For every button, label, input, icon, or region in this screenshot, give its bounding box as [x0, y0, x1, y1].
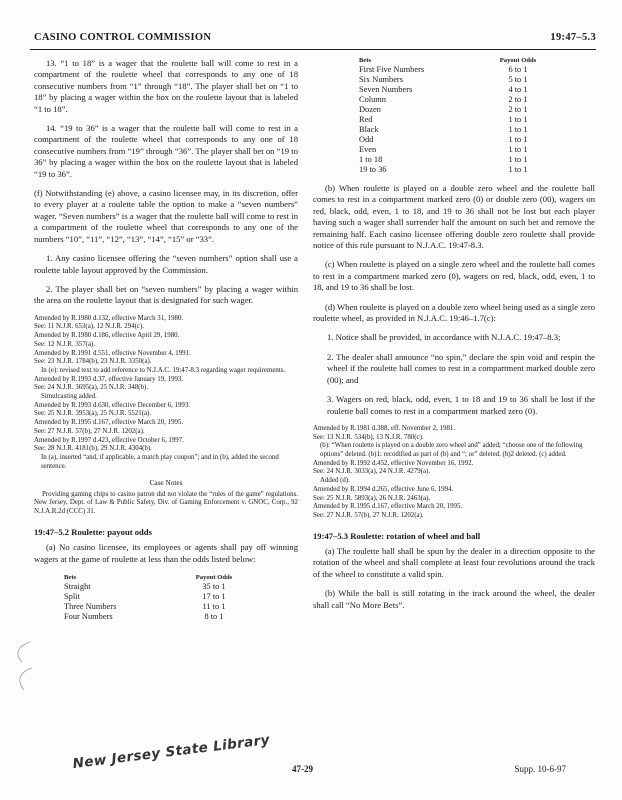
- bet-name: Dozen: [359, 105, 381, 114]
- bet-name: Six Numbers: [359, 75, 403, 84]
- history-line: Amended by R.1995 d.167, effective March 20, 1995.: [34, 419, 184, 427]
- history-line: See: 25 N.J.R. 3953(a), 25 N.J.R. 5521(a).: [34, 410, 152, 418]
- page-footer: [0, 731, 622, 786]
- history-line: Amended by R.1980 d.186, effective April 29, 1980.: [34, 332, 180, 340]
- table-row: [359, 145, 549, 155]
- paragraph-c: (c) When roulette is played on a single zero wheel and the roulette ball comes to rest in a compartment marked zero (0), wagers on red, black, odd, even, 1 to 18, and 19 to 36 shall be lost.: [313, 259, 595, 293]
- history-line: See: 24 N.J.R. 3695(a), 25 N.J.R. 348(b).: [34, 384, 149, 392]
- bet-odds: 1 to 1: [508, 155, 528, 164]
- paragraph-d-2: 2. The dealer shall announce “no spin,” declare the spin void and respin the wheel if the roulette ball comes to rest in a compartment marked double zero (00); and: [327, 351, 595, 385]
- bet-name: Black: [359, 125, 379, 134]
- paragraph-5-3-b: (b) While the ball is still rotating in the track around the wheel, the dealer shall call “No More Bets”.: [313, 588, 595, 610]
- history-line: Amended by R.1994 d.265, effective June 6, 1994.: [313, 485, 454, 493]
- bet-name: Odd: [359, 135, 374, 144]
- header-title: CASINO CONTROL COMMISSION: [34, 32, 212, 43]
- bet-odds: 5 to 1: [508, 75, 528, 84]
- case-notes-text: Providing gaming chips to casino patron did not violate the “rules of the game” regulations. New Jersey, Dept. of Law & Public Safety, Div. of Gaming Enforcement v. GNOC, Corp., 92 N.J.A.R.2d (CCC) 31.: [34, 490, 298, 516]
- bet-name: 1 to 18: [359, 155, 383, 164]
- bet-name: First Five Numbers: [359, 65, 425, 74]
- table-row: [359, 95, 549, 105]
- bet-odds: 4 to 1: [508, 85, 528, 94]
- history-line: See: 11 N.J.R. 653(a), 12 N.J.R. 294(c).: [34, 323, 144, 331]
- page-number: 47-29: [292, 764, 313, 774]
- paragraph-d-3: 3. Wagers on red, black, odd, even, 1 to 18 and 19 to 36 shall be lost if the roulette ball comes to rest in a compartment marked zero (0).: [327, 394, 595, 416]
- paragraph-5-2-a: (a) No casino licensee, its employees or agents shall pay off winning wagers at the game of roulette at less than the odds listed below:: [34, 542, 298, 564]
- bet-name: Seven Numbers: [359, 85, 413, 94]
- table-header-bets: Bets: [359, 57, 372, 64]
- bet-odds: 1 to 1: [508, 165, 528, 174]
- amendment-history-left: [34, 315, 298, 472]
- bet-name: Split: [64, 592, 80, 602]
- running-header: [20, 32, 596, 46]
- left-column: [34, 58, 298, 622]
- table-row: [64, 612, 244, 622]
- bet-name: Four Numbers: [64, 612, 113, 622]
- bet-odds: 17 to 1: [202, 592, 226, 602]
- supplement-date: Supp. 10-6-97: [514, 764, 566, 774]
- history-line: See: 28 N.J.R. 4181(b), 29 N.J.R. 4304(b).: [34, 445, 152, 453]
- bet-odds: 2 to 1: [508, 105, 528, 114]
- table-header-bets: Bets: [64, 574, 77, 582]
- header-section-number: 19:47–5.3: [550, 32, 596, 43]
- bet-name: Straight: [64, 582, 91, 592]
- table-row: [64, 592, 244, 602]
- section-heading-5-3: 19:47–5.3 Roulette: rotation of wheel and ball: [313, 530, 481, 541]
- history-line: In (e): revised text to add reference to N.J.A.C. 19:47-8.3 regarding wager requirements.: [41, 366, 286, 374]
- paragraph-f: (f) Notwithstanding (e) above, a casino licensee may, in its discretion, offer to every player at a roulette table the option to make a “seven numbers” wager. “Seven numbers” is a wager that the roulette ball will come to rest in a compartment of the roulette wheel that corresponds to any one of the numbers “10”, “11”, “12”, “13”, “14”, “15” or “33”.: [34, 188, 298, 244]
- table-row: [359, 105, 549, 115]
- history-line: Amended by R.1992 d.452, effective November 16, 1992.: [313, 459, 474, 467]
- bet-odds: 6 to 1: [508, 65, 528, 74]
- history-line: Added (d).: [320, 477, 350, 485]
- history-line: Amended by R.1980 d.132, effective March 31, 1980.: [34, 314, 184, 322]
- table-row: [359, 165, 549, 175]
- history-line: (b): “When roulette is played on a double zero wheel and” added; “choose one of the following options” deleted. (b)1: recodified as part of (b) and “; or” deleted. (b)2 deleted. (c) added.: [320, 442, 583, 459]
- table-row: [359, 135, 549, 145]
- history-line: Amended by R.1981 d.388, eff. November 2, 1981.: [313, 424, 456, 432]
- payout-odds-table-right: [359, 56, 549, 175]
- amendment-history-right: [313, 425, 595, 521]
- history-line: See: 12 N.J.R. 357(a).: [34, 340, 96, 348]
- table-row: [359, 155, 549, 165]
- history-line: See: 25 N.J.R. 5893(a), 26 N.J.R. 2463(a).: [313, 494, 431, 502]
- paragraph-f-1: 1. Any casino licensee offering the “seven numbers” option shall use a roulette table layout approved by the Commission.: [34, 253, 298, 275]
- history-line: Amended by R.1993 d.630, effective December 6, 1993.: [34, 401, 191, 409]
- paragraph-14: 14. “19 to 36” is a wager that the roulette ball will come to rest in a compartment of the roulette wheel that corresponds to any one of 18 consecutive numbers from “19” through “36”. The player shall bet on “19 to 36” by placing a wager within the box on the roulette layout that is labeled “19 to 36”.: [34, 123, 298, 179]
- bet-odds: 35 to 1: [202, 582, 226, 592]
- bet-odds: 11 to 1: [202, 602, 226, 612]
- history-line: Amended by R.1993 d.37, effective January 19, 1993.: [34, 375, 184, 383]
- paragraph-b: (b) When roulette is played on a double zero wheel and the roulette ball comes to rest in a compartment marked zero (0) or double zero (00), wagers on red, black, odd, even, 1 to 18, and 19 to 36 shall not be lost but each player having such a wager shall surrender half the amount on such bet and remove the remaining half. Each casino licensee offering double zero roulette shall provide notice of this rule pursuant to N.J.A.C. 19:47-8.3.: [313, 183, 595, 251]
- section-heading-5-2: 19:47–5.2 Roulette: payout odds: [34, 526, 152, 537]
- bet-name: Even: [359, 145, 377, 154]
- bet-odds: 8 to 1: [204, 612, 224, 622]
- history-line: Amended by R.1995 d.167, effective March 20, 1995.: [313, 503, 463, 511]
- table-row: [359, 75, 549, 85]
- library-stamp: New Jersey State Library: [71, 731, 271, 773]
- history-line: Amended by R.1991 d.551, effective November 4, 1991.: [34, 349, 191, 357]
- header-rule: [30, 49, 596, 50]
- table-row: [359, 125, 549, 135]
- paragraph-5-3-a: (a) The roulette ball shall be spun by the dealer in a direction opposite to the rotation of the wheel and shall complete at least four revolutions around the track of the wheel to constitute a valid spin.: [313, 546, 595, 579]
- payout-odds-table-left: [64, 573, 244, 622]
- bet-name: Three Numbers: [64, 602, 117, 612]
- bet-name: Column: [359, 95, 386, 104]
- table-header-odds: Payout Odds: [195, 574, 233, 582]
- history-line: See: 23 N.J.R. 1784(b), 23 N.J.R. 3350(a).: [34, 358, 152, 366]
- paragraph-d-1: 1. Notice shall be provided, in accordance with N.J.A.C. 19:47–8.3;: [327, 332, 561, 343]
- paragraph-d: (d) When roulette is played on a double zero wheel being used as a single zero roulette wheel, as provided in N.J.A.C. 19:46–1.7(c):: [313, 301, 595, 324]
- history-line: See: 24 N.J.R. 3033(a), 24 N.J.R. 4279(a).: [313, 468, 431, 476]
- history-line: See: 13 N.J.R. 534(b), 13 N.J.R. 780(c).: [313, 433, 424, 441]
- history-line: In (a), inserted “and, if applicable, a match play coupon”; and in (b), added the second sentence.: [41, 453, 279, 470]
- history-line: Simulcasting added.: [41, 393, 97, 401]
- history-line: See: 27 N.J.R. 57(b), 27 N.J.R. 1202(a).: [313, 511, 424, 519]
- table-row: [64, 602, 244, 612]
- table-row: [359, 85, 549, 95]
- hole-punch-marks: [8, 640, 40, 692]
- bet-odds: 2 to 1: [508, 95, 528, 104]
- table-row: [64, 582, 244, 592]
- right-column: [313, 56, 595, 619]
- history-line: See: 27 N.J.R. 57(b), 27 N.J.R. 1202(a).: [34, 427, 145, 435]
- table-row: [359, 65, 549, 75]
- case-notes-title: Case Notes: [149, 478, 183, 488]
- paragraph-f-2: 2. The player shall bet on “seven numbers” by placing a wager within the area on the roulette layout that is designated for such wager.: [34, 283, 298, 306]
- history-line: Amended by R.1997 d.423, effective October 6, 1997.: [34, 436, 184, 444]
- bet-name: 19 to 36: [359, 165, 387, 174]
- bet-name: Red: [359, 115, 373, 124]
- bet-odds: 1 to 1: [508, 115, 528, 124]
- table-row: [359, 115, 549, 125]
- bet-odds: 1 to 1: [508, 135, 528, 144]
- table-header-odds: Payout Odds: [499, 57, 537, 64]
- paragraph-13: 13. “1 to 18” is a wager that the roulette ball will come to rest in a compartment of the roulette wheel that corresponds to any one of 18 consecutive numbers from “1” through “18”. The player shall bet on “1 to 18” by placing a wager within the box on the roulette layout that is labeled “1 to 18”.: [34, 58, 298, 114]
- bet-odds: 1 to 1: [508, 125, 528, 134]
- bet-odds: 1 to 1: [508, 145, 528, 154]
